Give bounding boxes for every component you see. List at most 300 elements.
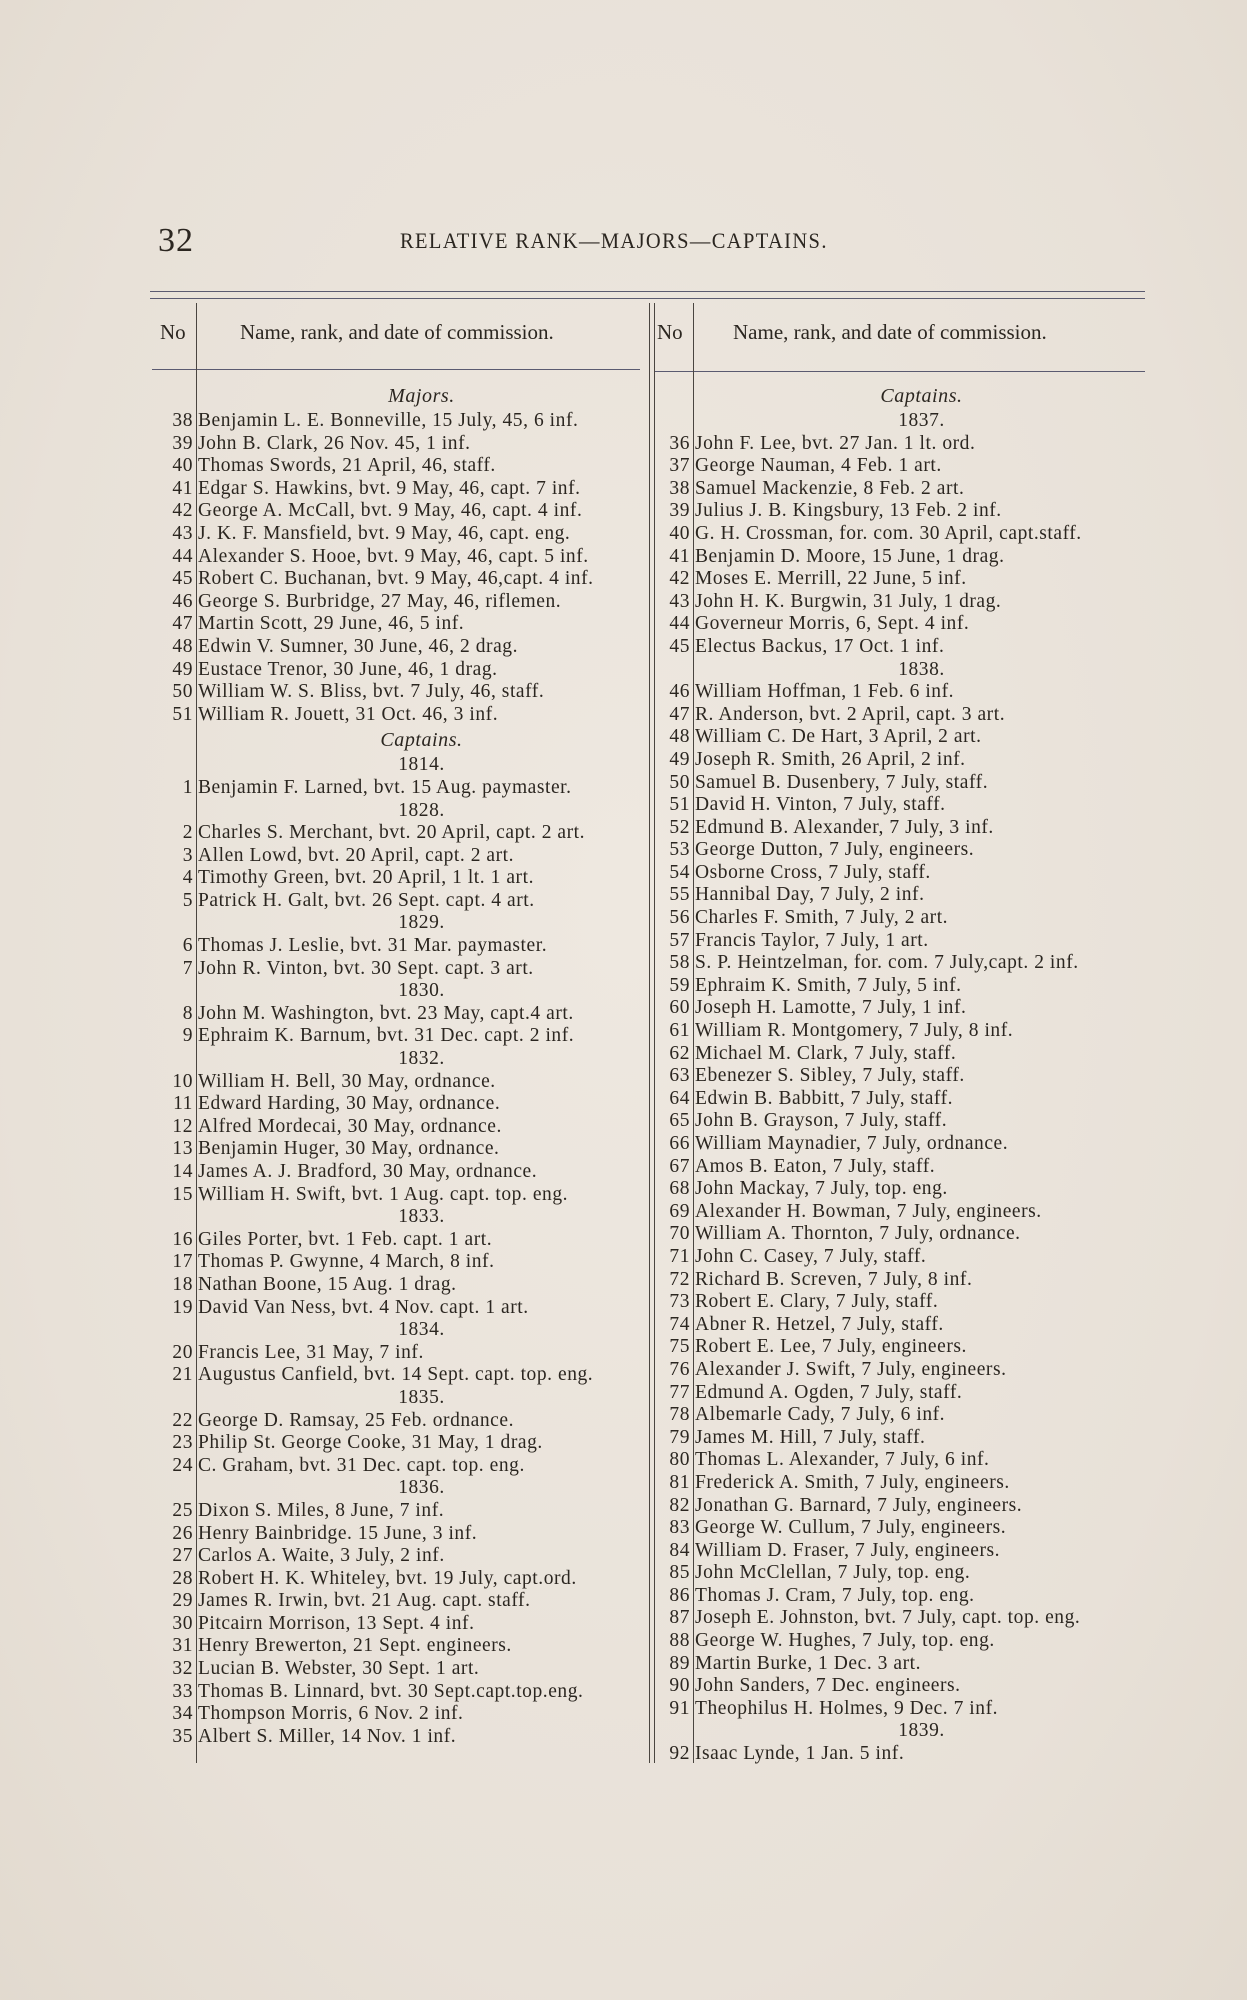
entry-number: 50 [172,681,193,703]
entry-number: 81 [669,1471,690,1493]
officer-entry [150,1568,645,1591]
entry-text: Robert E. Lee, 7 July, engineers. [695,1336,967,1358]
officer-entry [653,1359,1148,1382]
entry-number: 87 [669,1607,690,1629]
entry-text: Governeur Morris, 6, Sept. 4 inf. [695,613,970,635]
officer-entry [150,890,645,913]
entry-text: Joseph E. Johnston, bvt. 7 July, capt. top. eng. [695,1607,1081,1629]
entry-text: Amos B. Eaton, 7 July, staff. [695,1155,936,1177]
officer-entry [150,455,645,478]
entry-text: Charles F. Smith, 7 July, 2 art. [695,907,949,929]
entry-number: 46 [172,590,193,612]
top-double-rule [150,291,1145,292]
officer-entry [653,862,1148,885]
officer-entry [653,1472,1148,1495]
entry-number: 89 [669,1652,690,1674]
entry-number: 41 [172,477,193,499]
entry-number: 45 [172,568,193,590]
entry-text: John McClellan, 7 July, top. eng. [695,1562,971,1584]
officer-entry [653,1336,1148,1359]
entry-number: 57 [669,929,690,951]
officer-entry [653,613,1148,636]
entry-number: 12 [172,1115,193,1137]
section-heading-text: Captains. [380,729,463,752]
entry-text: Abner R. Hetzel, 7 July, staff. [695,1313,944,1335]
entry-text: Thomas Swords, 21 April, 46, staff. [198,455,496,477]
entry-text: Samuel Mackenzie, 8 Feb. 2 art. [695,477,965,499]
officer-entry [150,1184,645,1207]
entry-number: 48 [172,635,193,657]
year-heading [653,410,1148,433]
officer-entry [150,523,645,546]
entry-text: Alfred Mordecai, 30 May, ordnance. [198,1115,502,1137]
officer-entry [653,930,1148,953]
entry-text: Nathan Boone, 15 Aug. 1 drag. [198,1273,457,1295]
entry-text: Jonathan G. Barnard, 7 July, engineers. [695,1494,1023,1516]
officer-entry [150,1545,645,1568]
entry-text: John Sanders, 7 Dec. engineers. [695,1675,961,1697]
officer-entry [150,636,645,659]
entry-number: 82 [669,1494,690,1516]
officer-entry [653,455,1148,478]
officer-entry [653,433,1148,456]
page-number: 32 [158,222,194,259]
entry-text: William D. Fraser, 7 July, engineers. [695,1539,1001,1561]
entry-number: 14 [172,1161,193,1182]
left-name-header: Name, rank, and date of commission. [240,320,554,344]
officer-entry [150,1364,645,1387]
right-no-header: No [657,320,683,344]
officer-entry [653,568,1148,591]
entry-text: Henry Bainbridge. 15 June, 3 inf. [198,1522,478,1544]
entry-text: Francis Taylor, 7 July, 1 art. [695,929,929,951]
officer-entry [653,749,1148,772]
officer-entry [653,1404,1148,1427]
year-heading [150,800,645,823]
entry-text: Pitcairn Morrison, 13 Sept. 4 inf. [198,1612,475,1634]
right-column [653,382,1148,1766]
entry-text: Edmund B. Alexander, 7 July, 3 inf. [695,816,994,838]
officer-entry [653,1585,1148,1608]
entry-text: David H. Vinton, 7 July, staff. [695,794,946,816]
entry-number: 24 [172,1454,193,1476]
entry-text: Albert S. Miller, 14 Nov. 1 inf. [198,1725,457,1747]
entry-text: Ebenezer S. Sibley, 7 July, staff. [695,1065,965,1087]
officer-entry [653,591,1148,614]
entry-text: John B. Grayson, 7 July, staff. [695,1110,948,1132]
year-heading [150,1477,645,1500]
entry-text: Timothy Green, bvt. 20 April, 1 lt. 1 art. [198,867,534,889]
officer-entry [150,1455,645,1478]
entry-text: Frederick A. Smith, 7 July, engineers. [695,1471,1010,1493]
officer-entry [150,822,645,845]
entry-text: Dixon S. Miles, 8 June, 7 inf. [198,1499,445,1521]
entry-text: Allen Lowd, bvt. 20 April, capt. 2 art. [198,844,515,866]
entry-text: Eustace Trenor, 30 June, 46, 1 drag. [198,658,498,680]
officer-entry [653,1743,1148,1766]
officer-entry [653,1653,1148,1676]
entry-text: Thompson Morris, 6 Nov. 2 inf. [198,1703,464,1725]
entry-text: C. Graham, bvt. 31 Dec. capt. top. eng. [198,1454,525,1476]
officer-entry [150,1500,645,1523]
entry-text: Benjamin D. Moore, 15 June, 1 drag. [695,545,1005,567]
entry-number: 38 [669,477,690,499]
section-heading [150,726,645,754]
entry-number: 88 [669,1630,690,1652]
entry-number: 19 [172,1296,193,1318]
entry-number: 41 [669,545,690,567]
officer-entry [653,1291,1148,1314]
entry-text: Michael M. Clark, 7 July, staff. [695,1042,957,1064]
top-double-rule [150,298,1145,299]
entry-number: 9 [182,1025,193,1047]
year-heading [150,1387,645,1410]
entry-number: 40 [669,522,690,544]
entry-number: 76 [669,1358,690,1380]
entry-number: 17 [172,1251,193,1273]
entry-number: 91 [669,1697,690,1719]
entry-number: 83 [669,1517,690,1539]
entry-text: George W. Cullum, 7 July, engineers. [695,1517,1007,1539]
officer-entry [653,952,1148,975]
year-heading [150,1319,645,1342]
officer-entry [653,794,1148,817]
officer-entry [150,958,645,981]
officer-entry [150,1071,645,1094]
officer-entry [653,1269,1148,1292]
entry-number: 51 [172,703,193,725]
entry-number: 65 [669,1110,690,1132]
entry-text: Joseph R. Smith, 26 April, 2 inf. [695,748,966,770]
entry-number: 31 [172,1635,193,1657]
entry-text: Thomas J. Cram, 7 July, top. eng. [695,1584,975,1606]
entry-number: 73 [669,1291,690,1313]
entry-text: S. P. Heintzelman, for. com. 7 July,capt. 2 inf. [695,952,1079,974]
year-text: 1839. [898,1720,945,1742]
entry-text: William W. S. Bliss, bvt. 7 July, 46, staff. [198,681,545,703]
entry-number: 23 [172,1432,193,1454]
officer-entry [150,1590,645,1613]
officer-entry [653,1675,1148,1698]
officer-entry [653,1043,1148,1066]
entry-number: 29 [172,1590,193,1612]
entry-text: Benjamin L. E. Bonneville, 15 July, 45, 6 inf. [198,410,579,431]
year-heading [150,1206,645,1229]
entry-text: Isaac Lynde, 1 Jan. 5 inf. [695,1743,905,1765]
entry-number: 13 [172,1138,193,1160]
entry-number: 4 [182,867,193,889]
year-text: 1830. [398,980,445,1002]
year-text: 1829. [398,912,445,934]
entry-number: 54 [669,861,690,883]
entry-number: 37 [669,455,690,477]
officer-entry [150,1703,645,1726]
year-heading [150,754,645,777]
entry-number: 22 [172,1409,193,1431]
entry-text: Albemarle Cady, 7 July, 6 inf. [695,1404,946,1426]
officer-entry [150,1342,645,1365]
officer-entry [150,478,645,501]
entry-number: 30 [172,1612,193,1634]
officer-entry [653,1020,1148,1043]
officer-entry [653,478,1148,501]
entry-text: Martin Burke, 1 Dec. 3 art. [695,1652,922,1674]
entry-text: James M. Hill, 7 July, staff. [695,1426,926,1448]
entry-text: Samuel B. Dusenbery, 7 July, staff. [695,771,989,793]
entry-text: Giles Porter, bvt. 1 Feb. capt. 1 art. [198,1228,493,1250]
entry-number: 80 [669,1449,690,1471]
officer-entry [653,1178,1148,1201]
entry-text: Hannibal Day, 7 July, 2 inf. [695,884,925,906]
year-text: 1814. [398,754,445,776]
entry-number: 40 [172,455,193,477]
entry-number: 47 [669,703,690,725]
officer-entry [150,568,645,591]
entry-text: Benjamin Huger, 30 May, ordnance. [198,1138,500,1160]
officer-entry [150,1116,645,1139]
year-text: 1832. [398,1048,445,1070]
entry-number: 85 [669,1562,690,1584]
officer-entry [150,1229,645,1252]
officer-entry [150,1251,645,1274]
entry-text: John H. K. Burgwin, 31 July, 1 drag. [695,590,1002,612]
entry-number: 58 [669,952,690,974]
entry-number: 10 [172,1070,193,1092]
entry-number: 51 [669,794,690,816]
entry-text: Charles S. Merchant, bvt. 20 April, capt. 2 art. [198,822,586,844]
officer-entry [653,636,1148,659]
entry-text: Edward Harding, 30 May, ordnance. [198,1093,501,1115]
officer-entry [653,1382,1148,1405]
right-name-header: Name, rank, and date of commission. [733,320,1047,344]
officer-entry [150,777,645,800]
entry-number: 92 [669,1743,690,1765]
year-text: 1837. [898,410,945,431]
officer-entry [150,500,645,523]
entry-text: Joseph H. Lamotte, 7 July, 1 inf. [695,997,967,1019]
officer-entry [653,1110,1148,1133]
entry-number: 33 [172,1680,193,1702]
officer-entry [653,1201,1148,1224]
officer-entry [150,1410,645,1433]
entry-number: 39 [172,432,193,454]
officer-entry [150,1726,645,1749]
entry-text: George W. Hughes, 7 July, top. eng. [695,1630,995,1652]
year-text: 1828. [398,799,445,821]
entry-number: 26 [172,1522,193,1544]
officer-entry [653,1607,1148,1630]
entry-number: 38 [172,410,193,431]
officer-entry [150,845,645,868]
entry-number: 15 [172,1183,193,1205]
entry-number: 75 [669,1336,690,1358]
entry-number: 6 [182,935,193,957]
year-heading [150,980,645,1003]
entry-text: Moses E. Merrill, 22 June, 5 inf. [695,568,967,590]
entry-number: 50 [669,771,690,793]
entry-number: 42 [172,500,193,522]
entry-number: 60 [669,997,690,1019]
year-text: 1834. [398,1319,445,1341]
entry-text: John C. Casey, 7 July, staff. [695,1245,927,1267]
year-heading [150,1048,645,1071]
entry-text: Edmund A. Ogden, 7 July, staff. [695,1381,963,1403]
section-heading-text: Captains. [880,385,963,407]
entry-number: 70 [669,1223,690,1245]
officer-entry [150,1432,645,1455]
officer-entry [150,1274,645,1297]
officer-entry [150,613,645,636]
officer-entry [653,772,1148,795]
entry-text: Francis Lee, 31 May, 7 inf. [198,1341,424,1363]
entry-number: 49 [669,748,690,770]
entry-number: 8 [182,1002,193,1024]
officer-entry [653,1065,1148,1088]
officer-entry [653,704,1148,727]
entry-text: Philip St. George Cooke, 31 May, 1 drag. [198,1432,543,1454]
officer-entry [150,681,645,704]
entry-number: 35 [172,1725,193,1747]
officer-entry [653,1630,1148,1653]
entry-text: Augustus Canfield, bvt. 14 Sept. capt. top. eng. [198,1364,594,1386]
left-column [150,382,645,1748]
year-text: 1835. [398,1386,445,1408]
officer-entry [653,1133,1148,1156]
entry-text: John F. Lee, bvt. 27 Jan. 1 lt. ord. [695,432,976,454]
entry-number: 56 [669,907,690,929]
officer-entry [653,1156,1148,1179]
officer-entry [653,1540,1148,1563]
officer-entry [150,659,645,682]
entry-text: Robert C. Buchanan, bvt. 9 May, 46,capt. 4 inf. [198,568,594,590]
year-heading [653,1720,1148,1743]
entry-number: 20 [172,1341,193,1363]
section-heading [653,382,1148,410]
entry-number: 90 [669,1675,690,1697]
entry-text: William Maynadier, 7 July, ordnance. [695,1133,1009,1154]
officer-entry [150,591,645,614]
entry-text: Electus Backus, 17 Oct. 1 inf. [695,635,945,657]
officer-entry [653,1223,1148,1246]
officer-entry [653,1698,1148,1721]
entry-text: G. H. Crossman, for. com. 30 April, capt.staff. [695,522,1082,544]
header-rule-left [152,369,640,370]
officer-entry [653,997,1148,1020]
entry-text: John Mackay, 7 July, top. eng. [695,1178,948,1200]
officer-entry [150,704,645,727]
entry-text: Ephraim K. Barnum, bvt. 31 Dec. capt. 2 inf. [198,1025,575,1047]
section-heading-text: Majors. [388,385,455,407]
entry-number: 48 [669,726,690,748]
officer-entry [653,546,1148,569]
entry-text: Edgar S. Hawkins, bvt. 9 May, 46, capt. 7 inf. [198,477,581,499]
left-no-header: No [160,320,186,344]
entry-number: 1 [182,776,193,798]
entry-text: Osborne Cross, 7 July, staff. [695,861,931,883]
entry-number: 46 [669,681,690,703]
entry-number: 44 [172,545,193,567]
entry-number: 44 [669,613,690,635]
officer-entry [653,1517,1148,1540]
entry-text: J. K. F. Mansfield, bvt. 9 May, 46, capt. eng. [198,522,571,544]
entry-number: 39 [669,500,690,522]
header-rule-right [655,371,1145,372]
entry-text: John M. Washington, bvt. 23 May, capt.4 art. [198,1002,574,1024]
year-text: 1838. [898,658,945,680]
officer-entry [653,1314,1148,1337]
entry-number: 52 [669,816,690,838]
entry-text: George S. Burbridge, 27 May, 46, riflemen. [198,590,562,612]
entry-number: 25 [172,1499,193,1521]
entry-number: 36 [669,432,690,454]
entry-number: 42 [669,568,690,590]
entry-text: William H. Bell, 30 May, ordnance. [198,1070,496,1092]
entry-number: 45 [669,635,690,657]
running-title: RELATIVE RANK—MAJORS—CAPTAINS. [400,228,828,253]
entry-number: 43 [172,522,193,544]
officer-entry [653,907,1148,930]
entry-text: Patrick H. Galt, bvt. 26 Sept. capt. 4 art. [198,889,535,911]
entry-text: Julius J. B. Kingsbury, 13 Feb. 2 inf. [695,500,1002,522]
year-heading [653,659,1148,682]
year-text: 1833. [398,1206,445,1228]
officer-entry [653,817,1148,840]
entry-text: Richard B. Screven, 7 July, 8 inf. [695,1268,973,1290]
officer-entry [653,1427,1148,1450]
entry-number: 16 [172,1228,193,1250]
entry-text: Carlos A. Waite, 3 July, 2 inf. [198,1545,445,1567]
entry-number: 86 [669,1584,690,1606]
entry-text: James R. Irwin, bvt. 21 Aug. capt. staff. [198,1590,531,1612]
entry-number: 66 [669,1133,690,1154]
officer-entry [653,726,1148,749]
officer-entry [150,1635,645,1658]
entry-number: 7 [182,957,193,979]
entry-number: 69 [669,1200,690,1222]
entry-text: Thomas L. Alexander, 7 July, 6 inf. [695,1449,990,1471]
entry-text: George Nauman, 4 Feb. 1 art. [695,455,942,477]
entry-number: 61 [669,1020,690,1042]
entry-text: David Van Ness, bvt. 4 Nov. capt. 1 art. [198,1296,529,1318]
officer-entry [653,1495,1148,1518]
year-heading [150,912,645,935]
center-divider [649,303,650,1763]
officer-entry [150,1297,645,1320]
entry-number: 55 [669,884,690,906]
entry-text: Thomas J. Leslie, bvt. 31 Mar. paymaster. [198,935,548,957]
officer-entry [150,1681,645,1704]
entry-text: William H. Swift, bvt. 1 Aug. capt. top. eng. [198,1183,569,1205]
entry-number: 2 [182,822,193,844]
officer-entry [653,1246,1148,1269]
officer-entry [150,1025,645,1048]
entry-text: William R. Jouett, 31 Oct. 46, 3 inf. [198,703,499,725]
entry-text: Edwin B. Babbitt, 7 July, staff. [695,1087,954,1109]
entry-text: Thomas P. Gwynne, 4 March, 8 inf. [198,1251,495,1273]
entry-text: William R. Montgomery, 7 July, 8 inf. [695,1020,1014,1042]
entry-number: 63 [669,1065,690,1087]
officer-entry [653,1562,1148,1585]
officer-entry [150,1523,645,1546]
entry-number: 78 [669,1404,690,1426]
officer-entry [653,975,1148,998]
entry-text: John B. Clark, 26 Nov. 45, 1 inf. [198,432,471,454]
officer-entry [150,546,645,569]
entry-text: Edwin V. Sumner, 30 June, 46, 2 drag. [198,635,519,657]
officer-entry [150,1658,645,1681]
entry-number: 49 [172,658,193,680]
entry-number: 34 [172,1703,193,1725]
